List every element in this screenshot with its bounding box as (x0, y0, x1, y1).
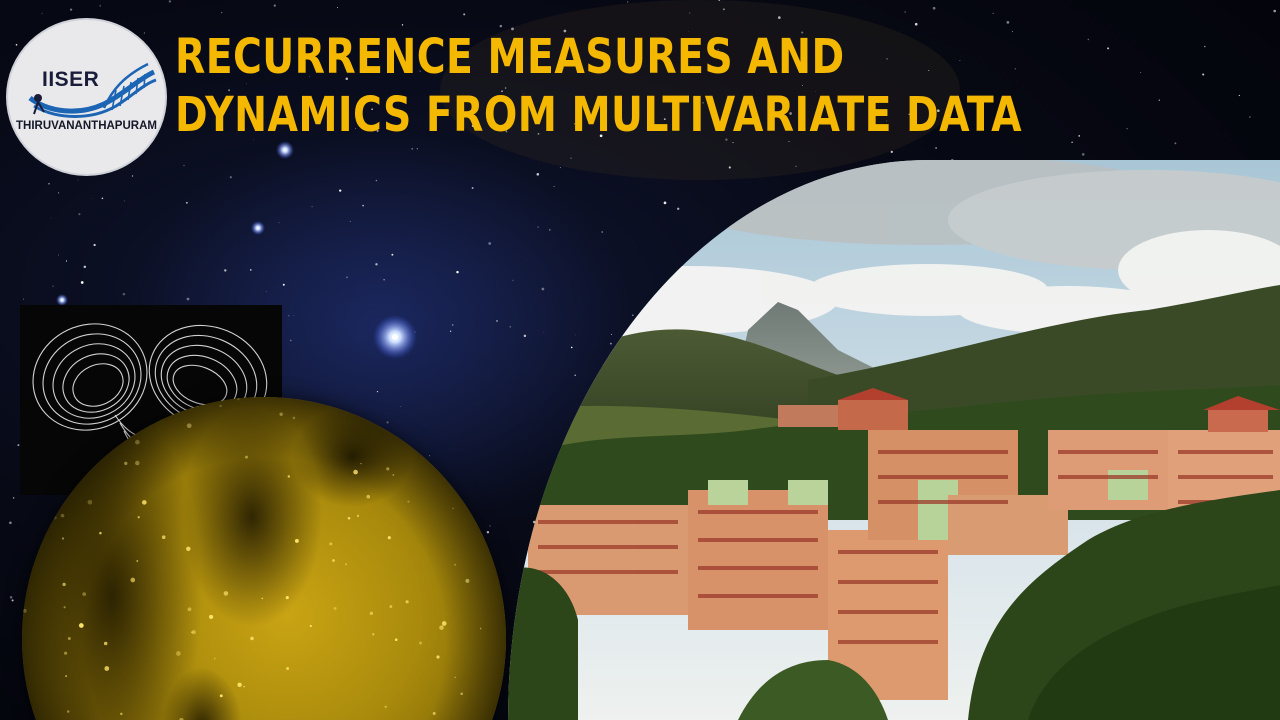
star-dot (383, 279, 384, 280)
star-dot (274, 4, 276, 6)
star-dot (627, 1, 629, 3)
star-dot (169, 0, 171, 2)
star-dot (571, 158, 572, 159)
star-dot (362, 205, 364, 207)
star-dot (1249, 116, 1250, 117)
star-dot (524, 335, 526, 337)
star-dot (78, 180, 79, 181)
star-dot (1107, 47, 1109, 49)
title-line-2: DYNAMICS FROM MULTIVARIATE DATA (175, 87, 1022, 143)
star-dot (677, 208, 679, 210)
title-line-1: RECURRENCE MEASURES AND (175, 29, 845, 85)
star-dot (402, 24, 403, 25)
star-dot (543, 332, 544, 333)
star-dot (84, 266, 86, 268)
star-dot (66, 260, 67, 261)
star-dot (93, 244, 95, 246)
star-dot (891, 151, 893, 153)
star-dot (123, 293, 126, 296)
star-dot (796, 166, 797, 167)
star-dot (487, 531, 489, 533)
star-dot (463, 13, 465, 15)
star-dot (549, 229, 551, 231)
star-dot (391, 254, 393, 256)
star-dot (488, 242, 491, 245)
star-dot (13, 497, 15, 499)
star-dot (99, 5, 100, 6)
star-dot (1140, 72, 1141, 73)
star-dot (48, 183, 49, 184)
star-dot (512, 280, 513, 281)
star-dot (729, 166, 731, 168)
star-dot (411, 148, 413, 150)
star-dot (632, 315, 633, 316)
star-dot (50, 218, 51, 219)
star-dot (312, 206, 313, 207)
star-dot (510, 326, 511, 327)
star-dot (279, 222, 280, 223)
star-dot (575, 335, 576, 336)
star-dot (58, 255, 59, 256)
star-dot (935, 147, 937, 149)
star-dot (554, 186, 555, 187)
star-dot (102, 198, 104, 200)
star-dot (224, 269, 226, 271)
star-dot (337, 7, 338, 8)
star-dot (221, 12, 222, 13)
star-dot (1159, 99, 1160, 100)
star-dot (496, 320, 497, 321)
star-dot (723, 8, 725, 10)
star-dot (778, 16, 781, 19)
star-dot (387, 421, 389, 423)
star-dot (537, 226, 538, 227)
star-dot (10, 596, 13, 599)
star-dot (230, 176, 232, 178)
star-dot (1204, 46, 1206, 48)
star-dot (350, 221, 351, 222)
star-dot (542, 288, 545, 291)
star-dot (1078, 135, 1080, 137)
star-dot (933, 7, 936, 10)
star-dot (992, 13, 993, 14)
star-dot (571, 347, 573, 349)
star-dot (904, 11, 905, 12)
star-dot (339, 189, 341, 191)
star-dot (70, 8, 72, 10)
star-dot (1071, 141, 1073, 143)
star-dot (184, 165, 185, 166)
star-dot (186, 202, 188, 204)
star-dot (124, 201, 125, 202)
star-dot (664, 202, 667, 205)
star-dot (1174, 142, 1176, 144)
star-dot (58, 192, 59, 193)
logo-name: IISER (42, 68, 100, 91)
star-dot (452, 324, 454, 326)
star-dot (1239, 95, 1240, 96)
logo-swoosh-icon (8, 20, 165, 174)
star-dot (81, 281, 84, 284)
star-dot (283, 284, 285, 286)
star-dot (187, 298, 190, 301)
star-dot (400, 406, 401, 407)
star-dot (92, 198, 93, 199)
star-dot (450, 331, 451, 332)
star-dot (346, 276, 348, 278)
star-dot (375, 263, 377, 265)
star-dot (1007, 21, 1010, 24)
star-dot (377, 391, 378, 392)
star-dot (12, 599, 14, 601)
star-dot (417, 148, 418, 149)
star-dot (132, 175, 133, 176)
star-dot (42, 13, 43, 14)
star-dot (266, 291, 267, 292)
slide-title (175, 28, 1022, 144)
star-dot (560, 167, 561, 168)
star-dot (9, 521, 12, 524)
star-dot (1202, 73, 1204, 75)
star-dot (290, 340, 292, 342)
star-dot (52, 285, 53, 286)
star-dot (500, 25, 502, 27)
star-dot (1273, 10, 1276, 13)
star-dot (1127, 128, 1128, 129)
star-dot (78, 213, 80, 215)
star-dot (610, 343, 612, 345)
star-dot (611, 334, 612, 335)
star-dot (689, 13, 690, 14)
iiser-logo (8, 20, 165, 174)
star-dot (601, 231, 603, 233)
logo-location: THIRUVANANTHAPURAM (16, 120, 157, 132)
star-dot (574, 375, 576, 377)
star-dot (429, 455, 430, 456)
star-dot (23, 299, 24, 300)
star-dot (456, 271, 458, 273)
star-dot (293, 315, 294, 316)
star-dot (288, 315, 289, 316)
star-dot (250, 269, 252, 271)
star-dot (376, 180, 378, 182)
star-dot (490, 525, 491, 526)
star-dot (1088, 39, 1089, 40)
star-dot (915, 23, 918, 26)
star-dot (537, 173, 540, 176)
star-dot (1082, 153, 1085, 156)
star-dot (472, 187, 474, 189)
